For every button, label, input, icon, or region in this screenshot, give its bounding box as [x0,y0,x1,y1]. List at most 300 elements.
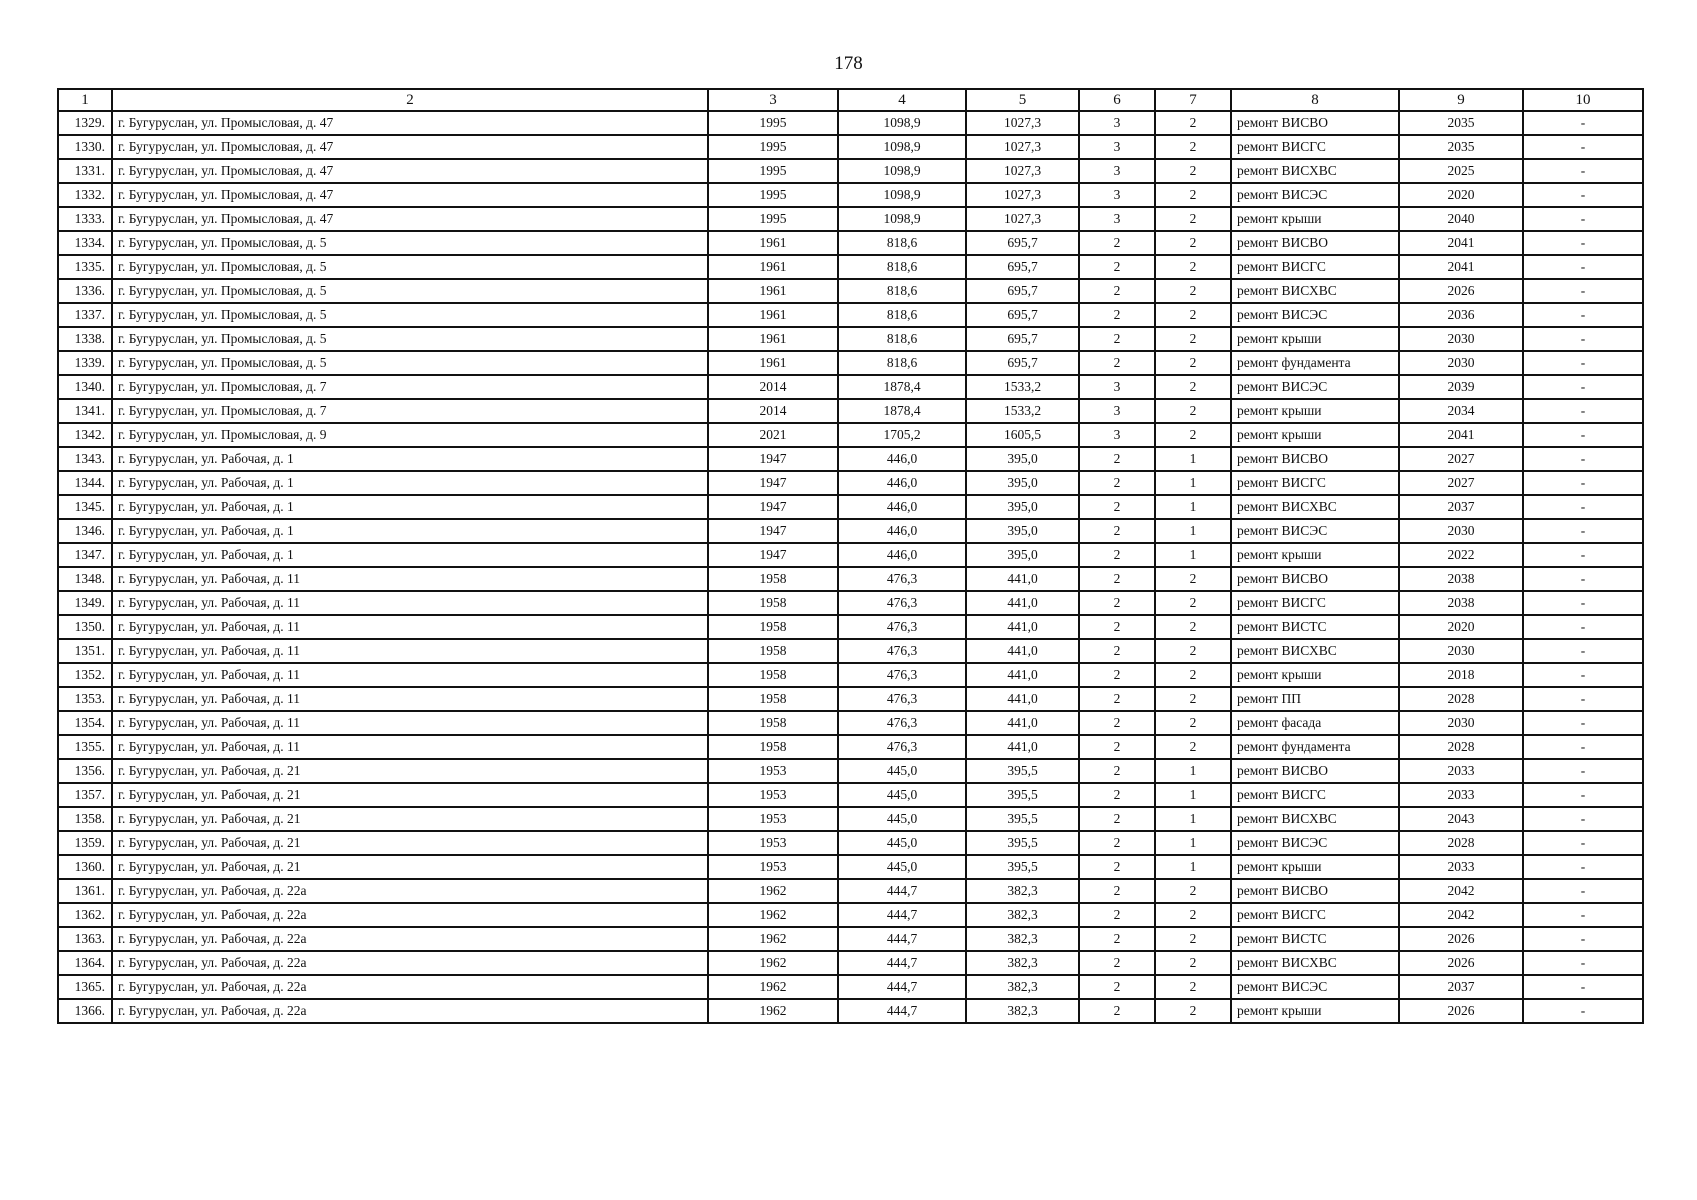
cell-total-area: 476,3 [838,711,966,735]
cell-entrances: 2 [1155,975,1231,999]
cell-living-area: 382,3 [966,927,1079,951]
cell-address: г. Бугуруслан, ул. Промысловая, д. 5 [112,351,708,375]
cell-entrances: 1 [1155,495,1231,519]
cell-work-type: ремонт крыши [1231,855,1399,879]
cell-work-type: ремонт ВИСХВС [1231,807,1399,831]
cell-note: - [1523,375,1643,399]
cell-total-area: 445,0 [838,855,966,879]
cell-living-area: 382,3 [966,903,1079,927]
cell-note: - [1523,687,1643,711]
cell-row-number: 1358. [58,807,112,831]
cell-year-built: 1995 [708,183,838,207]
cell-note: - [1523,423,1643,447]
cell-floors: 3 [1079,423,1155,447]
cell-year-built: 1953 [708,855,838,879]
cell-floors: 2 [1079,447,1155,471]
cell-total-area: 476,3 [838,663,966,687]
cell-floors: 2 [1079,567,1155,591]
cell-note: - [1523,615,1643,639]
cell-entrances: 2 [1155,687,1231,711]
cell-planned-year: 2033 [1399,783,1523,807]
cell-total-area: 446,0 [838,495,966,519]
cell-living-area: 382,3 [966,879,1079,903]
cell-work-type: ремонт ВИСВО [1231,111,1399,135]
cell-year-built: 1995 [708,135,838,159]
cell-planned-year: 2037 [1399,975,1523,999]
cell-note: - [1523,711,1643,735]
cell-total-area: 476,3 [838,735,966,759]
cell-total-area: 445,0 [838,759,966,783]
cell-entrances: 2 [1155,279,1231,303]
cell-planned-year: 2039 [1399,375,1523,399]
cell-work-type: ремонт крыши [1231,663,1399,687]
cell-year-built: 1961 [708,303,838,327]
cell-living-area: 695,7 [966,255,1079,279]
cell-row-number: 1343. [58,447,112,471]
cell-row-number: 1336. [58,279,112,303]
cell-row-number: 1351. [58,639,112,663]
cell-address: г. Бугуруслан, ул. Рабочая, д. 21 [112,855,708,879]
cell-floors: 2 [1079,831,1155,855]
cell-living-area: 1533,2 [966,399,1079,423]
table-row [58,279,1643,303]
cell-year-built: 1953 [708,831,838,855]
cell-row-number: 1342. [58,423,112,447]
cell-row-number: 1350. [58,615,112,639]
cell-total-area: 818,6 [838,279,966,303]
table-row [58,255,1643,279]
cell-note: - [1523,279,1643,303]
cell-work-type: ремонт ВИСГС [1231,255,1399,279]
cell-address: г. Бугуруслан, ул. Рабочая, д. 11 [112,591,708,615]
cell-planned-year: 2030 [1399,327,1523,351]
table-row [58,567,1643,591]
cell-planned-year: 2035 [1399,111,1523,135]
cell-row-number: 1352. [58,663,112,687]
cell-row-number: 1346. [58,519,112,543]
cell-work-type: ремонт ВИСГС [1231,471,1399,495]
table-row [58,927,1643,951]
cell-note: - [1523,759,1643,783]
cell-address: г. Бугуруслан, ул. Рабочая, д. 11 [112,567,708,591]
cell-entrances: 2 [1155,375,1231,399]
cell-total-area: 444,7 [838,879,966,903]
cell-total-area: 818,6 [838,327,966,351]
cell-total-area: 476,3 [838,615,966,639]
table-row [58,447,1643,471]
cell-planned-year: 2027 [1399,447,1523,471]
cell-floors: 2 [1079,615,1155,639]
cell-work-type: ремонт ВИСХВС [1231,279,1399,303]
cell-address: г. Бугуруслан, ул. Рабочая, д. 11 [112,711,708,735]
column-header-6: 6 [1079,89,1155,111]
cell-work-type: ремонт ВИСХВС [1231,495,1399,519]
cell-living-area: 1027,3 [966,183,1079,207]
cell-year-built: 1962 [708,903,838,927]
cell-floors: 2 [1079,711,1155,735]
cell-floors: 2 [1079,639,1155,663]
cell-work-type: ремонт ВИСВО [1231,879,1399,903]
cell-address: г. Бугуруслан, ул. Рабочая, д. 22а [112,879,708,903]
cell-address: г. Бугуруслан, ул. Промысловая, д. 7 [112,399,708,423]
cell-planned-year: 2041 [1399,231,1523,255]
cell-entrances: 2 [1155,567,1231,591]
cell-note: - [1523,783,1643,807]
cell-living-area: 441,0 [966,639,1079,663]
cell-year-built: 1947 [708,543,838,567]
cell-row-number: 1347. [58,543,112,567]
cell-row-number: 1339. [58,351,112,375]
cell-floors: 2 [1079,879,1155,903]
cell-work-type: ремонт ВИСГС [1231,783,1399,807]
cell-address: г. Бугуруслан, ул. Промысловая, д. 47 [112,159,708,183]
cell-planned-year: 2025 [1399,159,1523,183]
cell-year-built: 1958 [708,663,838,687]
cell-planned-year: 2041 [1399,423,1523,447]
cell-year-built: 1953 [708,807,838,831]
cell-living-area: 695,7 [966,279,1079,303]
cell-living-area: 382,3 [966,951,1079,975]
cell-year-built: 1947 [708,519,838,543]
cell-address: г. Бугуруслан, ул. Рабочая, д. 11 [112,663,708,687]
cell-living-area: 695,7 [966,351,1079,375]
cell-year-built: 1958 [708,687,838,711]
cell-note: - [1523,183,1643,207]
cell-planned-year: 2022 [1399,543,1523,567]
cell-year-built: 1995 [708,159,838,183]
cell-floors: 2 [1079,975,1155,999]
cell-entrances: 2 [1155,351,1231,375]
cell-planned-year: 2042 [1399,903,1523,927]
cell-living-area: 441,0 [966,687,1079,711]
column-header-9: 9 [1399,89,1523,111]
cell-row-number: 1340. [58,375,112,399]
cell-address: г. Бугуруслан, ул. Рабочая, д. 21 [112,807,708,831]
table-row [58,519,1643,543]
cell-living-area: 1027,3 [966,111,1079,135]
cell-note: - [1523,135,1643,159]
cell-planned-year: 2028 [1399,735,1523,759]
cell-address: г. Бугуруслан, ул. Рабочая, д. 22а [112,999,708,1023]
cell-work-type: ремонт крыши [1231,207,1399,231]
cell-address: г. Бугуруслан, ул. Рабочая, д. 22а [112,927,708,951]
cell-total-area: 444,7 [838,951,966,975]
cell-floors: 3 [1079,135,1155,159]
cell-living-area: 395,5 [966,759,1079,783]
cell-year-built: 1995 [708,207,838,231]
table-row [58,351,1643,375]
cell-year-built: 1958 [708,735,838,759]
cell-living-area: 395,0 [966,495,1079,519]
cell-work-type: ремонт крыши [1231,543,1399,567]
cell-address: г. Бугуруслан, ул. Рабочая, д. 21 [112,759,708,783]
cell-floors: 3 [1079,111,1155,135]
cell-work-type: ремонт крыши [1231,423,1399,447]
cell-year-built: 1958 [708,615,838,639]
cell-year-built: 1947 [708,495,838,519]
cell-floors: 2 [1079,735,1155,759]
table-row [58,111,1643,135]
cell-row-number: 1348. [58,567,112,591]
cell-note: - [1523,663,1643,687]
cell-year-built: 1962 [708,999,838,1023]
cell-total-area: 1705,2 [838,423,966,447]
cell-work-type: ремонт ВИСЭС [1231,375,1399,399]
cell-entrances: 2 [1155,207,1231,231]
cell-work-type: ремонт ВИСЭС [1231,303,1399,327]
cell-year-built: 1958 [708,567,838,591]
cell-planned-year: 2030 [1399,519,1523,543]
cell-living-area: 441,0 [966,735,1079,759]
cell-year-built: 2014 [708,399,838,423]
cell-planned-year: 2030 [1399,711,1523,735]
cell-floors: 2 [1079,927,1155,951]
cell-living-area: 1027,3 [966,159,1079,183]
cell-note: - [1523,879,1643,903]
cell-entrances: 1 [1155,831,1231,855]
cell-work-type: ремонт ВИСТС [1231,615,1399,639]
cell-address: г. Бугуруслан, ул. Рабочая, д. 11 [112,735,708,759]
cell-address: г. Бугуруслан, ул. Рабочая, д. 11 [112,639,708,663]
cell-work-type: ремонт крыши [1231,399,1399,423]
cell-planned-year: 2033 [1399,759,1523,783]
cell-note: - [1523,399,1643,423]
column-header-5: 5 [966,89,1079,111]
page-number: 178 [834,53,863,74]
table-row [58,615,1643,639]
cell-total-area: 445,0 [838,807,966,831]
cell-row-number: 1362. [58,903,112,927]
cell-living-area: 395,5 [966,807,1079,831]
cell-entrances: 2 [1155,591,1231,615]
cell-row-number: 1365. [58,975,112,999]
cell-total-area: 1098,9 [838,183,966,207]
cell-planned-year: 2033 [1399,855,1523,879]
cell-row-number: 1360. [58,855,112,879]
cell-row-number: 1329. [58,111,112,135]
cell-living-area: 441,0 [966,591,1079,615]
cell-total-area: 444,7 [838,999,966,1023]
cell-total-area: 444,7 [838,927,966,951]
cell-address: г. Бугуруслан, ул. Рабочая, д. 11 [112,687,708,711]
column-header-3: 3 [708,89,838,111]
cell-floors: 2 [1079,999,1155,1023]
cell-row-number: 1357. [58,783,112,807]
cell-address: г. Бугуруслан, ул. Рабочая, д. 11 [112,615,708,639]
cell-total-area: 1098,9 [838,159,966,183]
cell-row-number: 1335. [58,255,112,279]
cell-total-area: 446,0 [838,447,966,471]
cell-floors: 2 [1079,231,1155,255]
cell-year-built: 1962 [708,879,838,903]
cell-address: г. Бугуруслан, ул. Промысловая, д. 47 [112,111,708,135]
cell-note: - [1523,927,1643,951]
cell-planned-year: 2030 [1399,639,1523,663]
cell-floors: 3 [1079,375,1155,399]
cell-living-area: 395,0 [966,447,1079,471]
table-row [58,951,1643,975]
table-row [58,711,1643,735]
cell-year-built: 1958 [708,639,838,663]
cell-work-type: ремонт фундамента [1231,735,1399,759]
cell-address: г. Бугуруслан, ул. Промысловая, д. 5 [112,231,708,255]
table-row [58,399,1643,423]
cell-total-area: 476,3 [838,639,966,663]
table-row [58,783,1643,807]
cell-work-type: ремонт ВИСХВС [1231,159,1399,183]
cell-planned-year: 2026 [1399,951,1523,975]
cell-living-area: 395,5 [966,855,1079,879]
cell-entrances: 1 [1155,447,1231,471]
cell-living-area: 695,7 [966,303,1079,327]
cell-work-type: ремонт ВИСТС [1231,927,1399,951]
cell-total-area: 818,6 [838,255,966,279]
cell-planned-year: 2026 [1399,927,1523,951]
cell-work-type: ремонт крыши [1231,999,1399,1023]
cell-work-type: ремонт ВИСВО [1231,759,1399,783]
cell-entrances: 2 [1155,663,1231,687]
cell-living-area: 1605,5 [966,423,1079,447]
cell-work-type: ремонт ВИСГС [1231,135,1399,159]
table-row [58,543,1643,567]
cell-planned-year: 2027 [1399,471,1523,495]
cell-work-type: ремонт ВИСХВС [1231,951,1399,975]
cell-year-built: 1962 [708,927,838,951]
cell-note: - [1523,207,1643,231]
table-row [58,999,1643,1023]
cell-address: г. Бугуруслан, ул. Рабочая, д. 21 [112,783,708,807]
cell-total-area: 1098,9 [838,111,966,135]
cell-floors: 2 [1079,327,1155,351]
cell-note: - [1523,639,1643,663]
cell-entrances: 2 [1155,423,1231,447]
cell-year-built: 1961 [708,255,838,279]
cell-note: - [1523,159,1643,183]
cell-work-type: ремонт ВИСЭС [1231,975,1399,999]
table-row [58,687,1643,711]
cell-address: г. Бугуруслан, ул. Промысловая, д. 5 [112,255,708,279]
cell-total-area: 818,6 [838,303,966,327]
cell-planned-year: 2036 [1399,303,1523,327]
cell-planned-year: 2042 [1399,879,1523,903]
table-row [58,759,1643,783]
table-row [58,975,1643,999]
table-row [58,495,1643,519]
cell-floors: 2 [1079,519,1155,543]
cell-total-area: 446,0 [838,543,966,567]
cell-planned-year: 2035 [1399,135,1523,159]
cell-living-area: 441,0 [966,615,1079,639]
cell-work-type: ремонт ВИСХВС [1231,639,1399,663]
cell-entrances: 2 [1155,903,1231,927]
cell-floors: 3 [1079,159,1155,183]
cell-living-area: 382,3 [966,999,1079,1023]
cell-floors: 2 [1079,471,1155,495]
cell-total-area: 476,3 [838,567,966,591]
cell-note: - [1523,903,1643,927]
cell-total-area: 1098,9 [838,207,966,231]
cell-floors: 2 [1079,591,1155,615]
cell-row-number: 1353. [58,687,112,711]
cell-entrances: 2 [1155,159,1231,183]
cell-row-number: 1355. [58,735,112,759]
cell-living-area: 1027,3 [966,207,1079,231]
cell-entrances: 2 [1155,135,1231,159]
table-row [58,327,1643,351]
column-header-7: 7 [1155,89,1231,111]
cell-work-type: ремонт ВИСЭС [1231,183,1399,207]
cell-living-area: 395,5 [966,831,1079,855]
cell-living-area: 395,0 [966,519,1079,543]
cell-year-built: 1958 [708,711,838,735]
table-row [58,903,1643,927]
cell-row-number: 1356. [58,759,112,783]
cell-note: - [1523,447,1643,471]
cell-entrances: 2 [1155,711,1231,735]
cell-planned-year: 2028 [1399,831,1523,855]
cell-planned-year: 2026 [1399,279,1523,303]
cell-note: - [1523,951,1643,975]
cell-entrances: 2 [1155,327,1231,351]
cell-living-area: 395,0 [966,471,1079,495]
cell-address: г. Бугуруслан, ул. Рабочая, д. 22а [112,975,708,999]
cell-entrances: 1 [1155,807,1231,831]
cell-work-type: ремонт ВИСГС [1231,591,1399,615]
cell-total-area: 446,0 [838,471,966,495]
table-row [58,207,1643,231]
cell-entrances: 1 [1155,759,1231,783]
cell-floors: 2 [1079,687,1155,711]
cell-note: - [1523,831,1643,855]
cell-total-area: 1878,4 [838,375,966,399]
cell-address: г. Бугуруслан, ул. Промысловая, д. 47 [112,135,708,159]
cell-planned-year: 2026 [1399,999,1523,1023]
cell-note: - [1523,975,1643,999]
cell-planned-year: 2038 [1399,567,1523,591]
cell-floors: 2 [1079,903,1155,927]
cell-planned-year: 2020 [1399,183,1523,207]
cell-floors: 2 [1079,495,1155,519]
cell-work-type: ремонт крыши [1231,327,1399,351]
cell-row-number: 1331. [58,159,112,183]
cell-note: - [1523,999,1643,1023]
cell-year-built: 1961 [708,231,838,255]
cell-total-area: 1878,4 [838,399,966,423]
cell-entrances: 2 [1155,183,1231,207]
cell-work-type: ремонт ВИСВО [1231,567,1399,591]
cell-planned-year: 2037 [1399,495,1523,519]
cell-entrances: 1 [1155,783,1231,807]
cell-living-area: 441,0 [966,663,1079,687]
cell-address: г. Бугуруслан, ул. Рабочая, д. 1 [112,447,708,471]
cell-row-number: 1330. [58,135,112,159]
cell-floors: 2 [1079,543,1155,567]
cell-year-built: 1961 [708,279,838,303]
cell-entrances: 2 [1155,639,1231,663]
cell-row-number: 1354. [58,711,112,735]
column-header-4: 4 [838,89,966,111]
cell-note: - [1523,495,1643,519]
cell-entrances: 2 [1155,303,1231,327]
cell-floors: 2 [1079,951,1155,975]
cell-year-built: 1953 [708,759,838,783]
cell-note: - [1523,543,1643,567]
table-row [58,591,1643,615]
table-row [58,831,1643,855]
cell-entrances: 2 [1155,255,1231,279]
cell-living-area: 1027,3 [966,135,1079,159]
cell-address: г. Бугуруслан, ул. Промысловая, д. 47 [112,183,708,207]
